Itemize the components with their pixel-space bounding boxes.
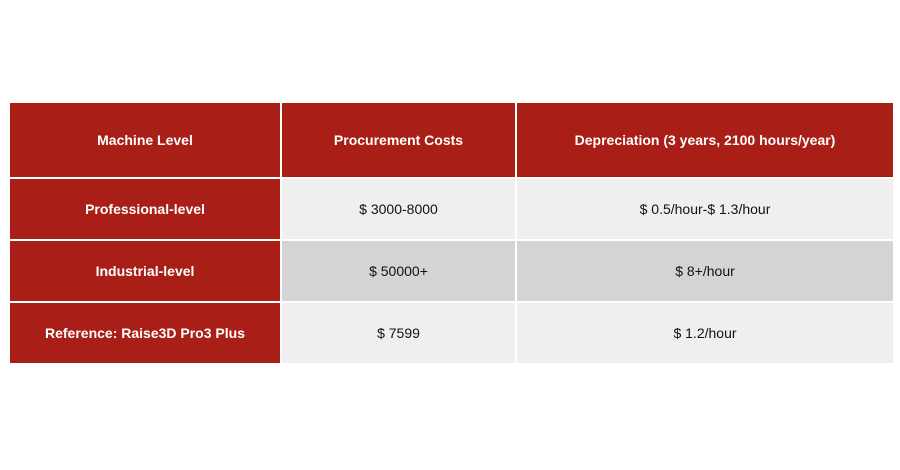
procurement-cell: $ 50000+: [281, 240, 516, 302]
row-label-industrial: Industrial-level: [9, 240, 281, 302]
header-procurement-costs: Procurement Costs: [281, 102, 516, 178]
table-header-row: [9, 102, 894, 178]
cost-comparison-table: [8, 101, 895, 365]
table-row: [9, 178, 894, 240]
row-label-professional: Professional-level: [9, 178, 281, 240]
depreciation-cell: $ 8+/hour: [516, 240, 894, 302]
procurement-cell: $ 3000-8000: [281, 178, 516, 240]
procurement-cell: $ 7599: [281, 302, 516, 364]
row-label-reference: Reference: Raise3D Pro3 Plus: [9, 302, 281, 364]
table-row: [9, 302, 894, 364]
depreciation-cell: $ 0.5/hour-$ 1.3/hour: [516, 178, 894, 240]
header-depreciation: Depreciation (3 years, 2100 hours/year): [516, 102, 894, 178]
header-machine-level: Machine Level: [9, 102, 281, 178]
table-row: [9, 240, 894, 302]
depreciation-cell: $ 1.2/hour: [516, 302, 894, 364]
